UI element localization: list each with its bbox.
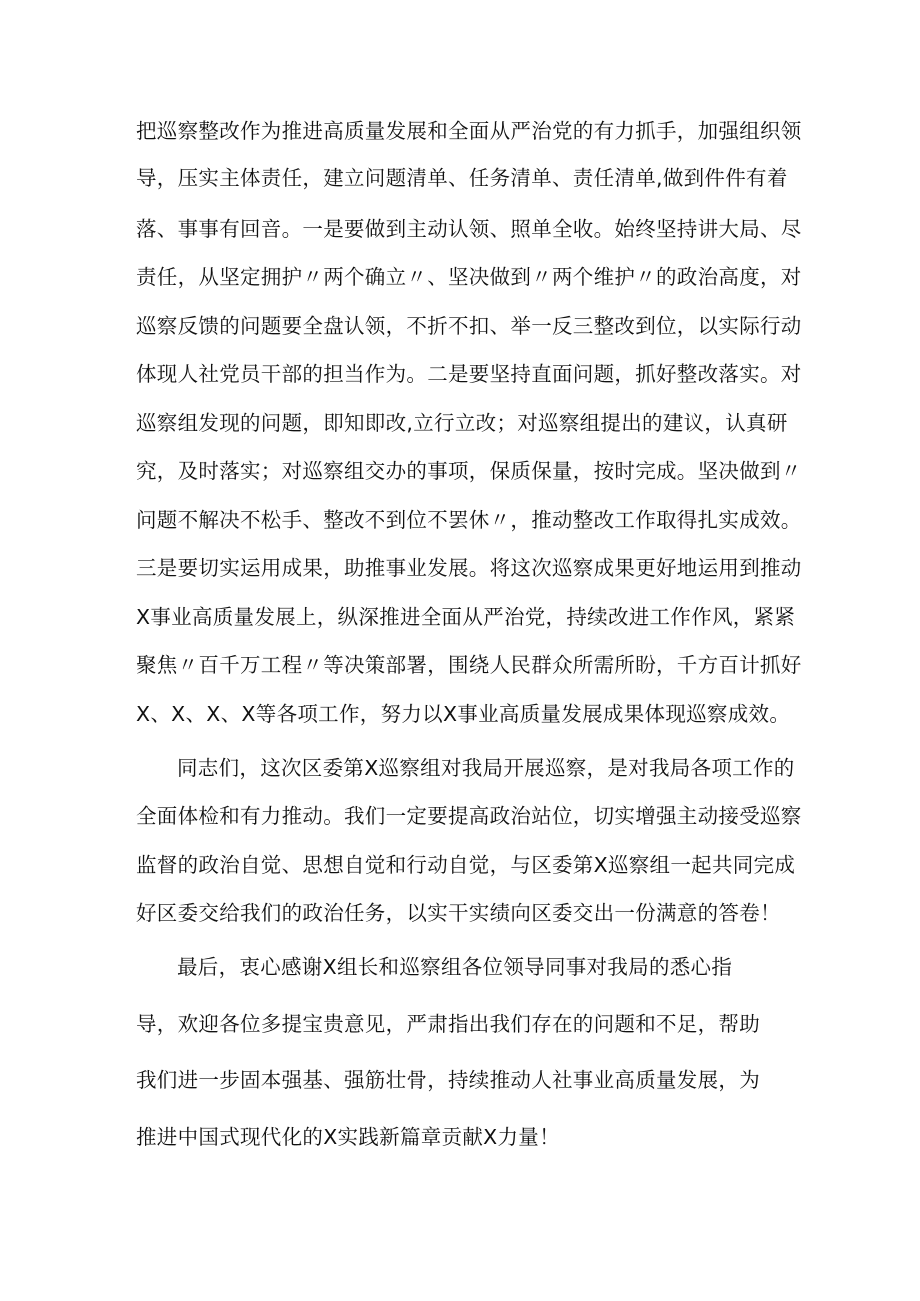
text-line: X、X、X、X等各项工作，努力以X事业高质量发展成果体现巡察成效。 xyxy=(136,702,791,726)
text-line: 三是要切实运用成果，助推事业发展。将这次巡察成果更好地运用到推动 xyxy=(136,556,802,580)
text-line: 体现人社党员干部的担当作为。二是要坚持直面问题，抓好整改落实。对 xyxy=(136,362,802,386)
text-line: 全面体检和有力推动。我们一定要提高政治站位，切实增强主动接受巡察 xyxy=(136,804,802,828)
text-line: 导，压实主体责任，建立问题清单、任务清单、责任清单,做到件件有着 xyxy=(136,166,788,190)
text-line: 我们进一步固本强基、强筋壮骨，持续推动人社事业高质量发展，为 xyxy=(136,1068,760,1092)
text-line: 聚焦〃百千万工程〃等决策部署，围绕人民群众所需所盼，千方百计抓好 xyxy=(136,653,802,677)
text-line: 巡察反馈的问题要全盘认领，不折不扣、举一反三整改到位，以实际行动 xyxy=(136,314,802,338)
text-line: 落、事事有回音。一是要做到主动认领、照单全收。始终坚持讲大局、尽 xyxy=(136,217,802,241)
text-line: 监督的政治自觉、思想自觉和行动自觉，与区委第X巡察组一起共同完成 xyxy=(136,853,796,877)
text-line: 导，欢迎各位多提宝贵意见，严肃指出我们存在的问题和不足，帮助 xyxy=(136,1012,760,1036)
text-line: X事业高质量发展上，纵深推进全面从严治党，持续改进工作作风，紧紧 xyxy=(136,605,796,629)
paragraph-first-line: 最后，衷心感谢X组长和巡察组各位领导同事对我局的悉心指 xyxy=(177,955,733,979)
text-line: 问题不解决不松手、整改不到位不罢休〃，推动整改工作取得扎实成效。 xyxy=(136,508,802,532)
paragraph-first-line: 同志们，这次区委第X巡察组对我局开展巡察，是对我局各项工作的 xyxy=(177,756,795,780)
text-line: 巡察组发现的问题，即知即改,立行立改；对巡察组提出的建议，认真研 xyxy=(136,411,788,435)
text-line: 究，及时落实；对巡察组交办的事项，保质保量，按时完成。坚决做到〃 xyxy=(136,459,802,483)
text-line: 把巡察整改作为推进高质量发展和全面从严治党的有力抓手，加强组织领 xyxy=(136,119,802,143)
text-line: 推进中国式现代化的X实践新篇章贡献X力量！ xyxy=(136,1125,560,1149)
text-line: 责任，从坚定拥护〃两个确立〃、坚决做到〃两个维护〃的政治高度，对 xyxy=(136,265,802,289)
text-line: 好区委交给我们的政治任务，以实干实绩向区委交出一份满意的答卷！ xyxy=(136,901,781,925)
